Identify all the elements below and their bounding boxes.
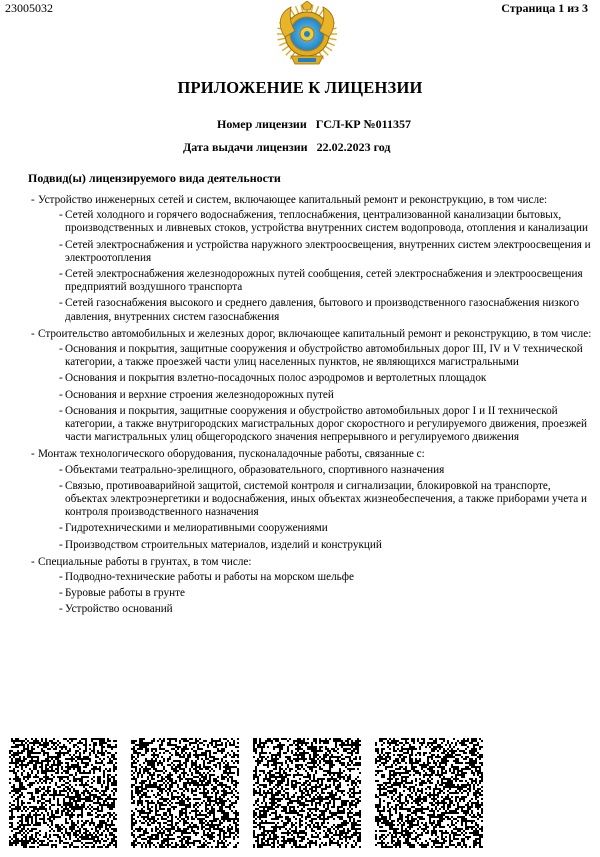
subcategory-label: Основания и покрытия, защитные сооружения и обустройство автомобильных дорог III, IV и V технической категории, а также проезжей части улиц населенных пунктов, не являющихся магистральными [65, 343, 583, 369]
bullet-dash: - [59, 603, 63, 616]
subcategory-item [38, 268, 594, 294]
category-label: Устройство инженерных сетей и систем, включающее капитальный ремонт и реконструкцию, в том числе: [38, 194, 548, 206]
bullet-dash: - [59, 268, 63, 281]
subcategory-item [38, 389, 594, 402]
bullet-dash: - [59, 209, 63, 222]
qr-code-icon [131, 738, 239, 848]
bullet-dash: - [59, 522, 63, 535]
page-indicator: Страница 1 из 3 [501, 1, 588, 15]
subcategory-item [38, 239, 594, 265]
license-number-label: Номер лицензии [217, 117, 307, 131]
subcategory-item [38, 587, 594, 600]
subcategory-label: Производством строительных материалов, изделий и конструкций [65, 538, 382, 551]
emblem-ray [315, 6, 318, 13]
license-date-value: 22.02.2023 год [316, 140, 391, 154]
bullet-dash: - [59, 587, 63, 600]
subcategory-item [38, 539, 594, 552]
document-number: 23005032 [5, 1, 53, 15]
state-emblem-icon [271, 1, 343, 67]
subcategory-item [38, 372, 594, 385]
bullet-dash: - [31, 327, 35, 340]
subcategory-item [38, 209, 594, 235]
bullet-dash: - [59, 238, 63, 251]
bullet-dash: - [31, 194, 35, 206]
bullet-dash: - [59, 343, 63, 356]
bullet-dash: - [59, 571, 63, 584]
bullet-dash: - [59, 372, 63, 385]
subcategory-label: Основания и покрытия, защитные сооружения и обустройство автомобильных дорог I и II технической категории, а также внутригородских магистральных дорог скоростного и регулируемого движения, проезжей части магистральных улиц общегородского значения непрерывного и регулируемого движения [65, 404, 587, 444]
bullet-dash: - [31, 448, 35, 461]
emblem-ray [329, 38, 337, 40]
subcategory-label: Буровые работы в грунте [65, 587, 185, 600]
subcategory-label: Сетей газоснабжения высокого и среднего давления, бытового и производственного газоснабжения низкого давления, внутренних систем газоснабжения [65, 297, 580, 323]
subcategory-label: Основания и верхние строения железнодорожных путей [65, 388, 334, 401]
emblem-ray [282, 46, 289, 50]
subcategory-label: Сетей электроснабжения и устройства наружного электроосвещения, внутренних систем электроосвещения и электроотопления [65, 238, 591, 264]
bullet-dash: - [59, 479, 63, 492]
subcategory-item [38, 522, 594, 535]
bullet-dash: - [59, 404, 63, 417]
bullet-dash: - [59, 538, 63, 551]
qr-code-icon [253, 738, 361, 848]
subcategory-item [38, 405, 594, 445]
bullet-dash: - [31, 555, 35, 568]
category-label: Строительство автомобильных и железных дорог, включающее капитальный ремонт и реконструкцию, в том числе: [38, 327, 592, 340]
emblem-ray [279, 42, 286, 45]
qr-code-icon [9, 738, 117, 848]
subcategory-label: Гидротехническими и мелиоративными сооружениями [65, 522, 328, 535]
emblem-ray [296, 6, 299, 13]
license-number-value: ГСЛ-КР №011357 [315, 117, 411, 131]
category-item [31, 555, 594, 617]
qr-code-pattern [9, 738, 117, 848]
subcategory-item [38, 480, 594, 520]
section-title: Подвид(ы) лицензируемого вида деятельности [28, 171, 281, 185]
subcategory-item [38, 571, 594, 584]
subcategory-item [38, 603, 594, 616]
qr-code-row [0, 738, 600, 850]
category-label: Монтаж технологического оборудования, пусконаладочные работы, связанные с: [38, 448, 425, 461]
subcategory-item [38, 343, 594, 369]
subcategory-label: Сетей холодного и горячего водоснабжения, теплоснабжения, централизованной канализации бытовых, производственных и ливневых стоков, устройства внутренних систем водопровода, отопления и канализации [65, 209, 588, 235]
license-date-row [183, 140, 390, 155]
category-item [31, 448, 594, 551]
document-title: ПРИЛОЖЕНИЕ К ЛИЦЕНЗИИ [177, 78, 423, 97]
emblem-ray [290, 9, 294, 16]
activity-list [31, 194, 594, 621]
subcategory-item [38, 464, 594, 477]
bullet-dash: - [59, 388, 63, 401]
bullet-dash: - [59, 463, 63, 476]
subcategory-label: Основания и покрытия взлетно-посадочных полос аэродромов и вертолетных площадок [65, 372, 487, 385]
subcategory-label: Объектами театрально-зрелищного, образовательного, спортивного назначения [65, 463, 445, 476]
emblem-ray [319, 9, 323, 16]
subcategory-label: Сетей электроснабжения железнодорожных путей сообщения, сетей электроснабжения и электроосвещения предприятий воздушного транспорта [65, 268, 583, 294]
qr-code-pattern [253, 738, 361, 848]
emblem-ray [325, 46, 332, 50]
emblem-ray [286, 50, 292, 56]
category-item [31, 194, 594, 324]
category-label: Специальные работы в грунтах, в том числе: [38, 555, 252, 568]
subcategory-label: Устройство оснований [65, 603, 173, 616]
license-date-label: Дата выдачи лицензии [183, 140, 308, 154]
qr-code-icon [375, 738, 483, 848]
qr-code-pattern [375, 738, 483, 848]
subcategory-item [38, 297, 594, 323]
bullet-dash: - [59, 297, 63, 310]
category-item [31, 327, 594, 445]
qr-code-pattern [131, 738, 239, 848]
emblem-ray [278, 38, 286, 40]
subcategory-label: Связью, противоаварийной защитой, системой контроля и сигнализации, блокировкой на транспорте, объектах электроэнергетики и водоснабжения, иных объектах жизнеобеспечения, а также приборами учета и контроля производственного назначения [65, 479, 587, 519]
emblem-ray [323, 50, 329, 56]
emblem-ray [327, 42, 334, 45]
subcategory-label: Подводно-технические работы и работы на морском шельфе [65, 571, 354, 584]
license-number-row [217, 117, 411, 132]
